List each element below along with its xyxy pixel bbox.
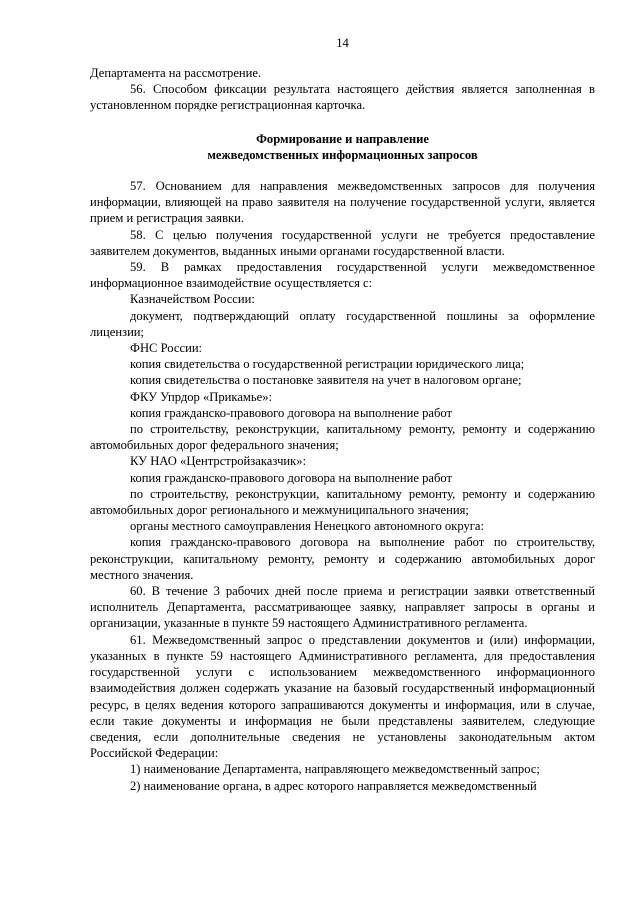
list-item: по строительству, реконструкции, капитальному ремонту, ремонту и содержанию автомобильных дорог федерального значения; (90, 422, 595, 453)
body-text (90, 178, 595, 794)
list-item: копия гражданско-правового договора на выполнение работ по строительству, реконструкции, капитальному ремонту, ремонту и содержанию автомобильных дорог местного значения. (90, 535, 595, 582)
document-page (90, 0, 595, 905)
paragraph-59: 59. В рамках предоставления государственной услуги межведомственное информационное взаимодействие осуществляется с: (90, 260, 595, 291)
continuation-line: Департамента на рассмотрение. (90, 66, 262, 80)
list-item: 2) наименование органа, в адрес которого направляется межведомственный (130, 778, 537, 793)
list-item: копия свидетельства о постановке заявителя на учет в налоговом органе; (130, 373, 522, 388)
list-item: КУ НАО «Центрстройзаказчик»: (130, 454, 307, 469)
paragraph-56: 56. Способом фиксации результата настоящего действия является заполненная в установленном порядке регистрационная карточка. (90, 82, 595, 113)
list-item: ФНС России: (130, 341, 203, 356)
paragraph-57: 57. Основанием для направления межведомственных запросов для получения информации, влияющей на право заявителя на получение государственной услуги, является прием и регистрация заявки. (90, 179, 595, 226)
list-item: 1) наименование Департамента, направляющего межведомственный запрос; (130, 762, 540, 777)
list-item: органы местного самоуправления Ненецкого автономного округа: (130, 519, 484, 534)
heading-line-2: межведомственных информационных запросов (207, 148, 478, 163)
list-item: копия гражданско-правового договора на выполнение работ (130, 470, 453, 485)
intro-block (90, 65, 595, 114)
list-item: копия свидетельства о государственной регистрации юридического лица; (130, 357, 525, 372)
list-item: ФКУ Упрдор «Прикамье»: (130, 389, 273, 404)
list-item: копия гражданско-правового договора на выполнение работ (130, 405, 453, 420)
list-item: Казначейством России: (130, 292, 255, 307)
paragraph-61: 61. Межведомственный запрос о представлении документов и (или) информации, указанных в пункте 59 настоящего Административного регламента, для предоставления государственной услуги с использованием межведомственного информационного взаимодействия должен содержать указание на базовый государственный информационный ресурс, в целях ведения которого запрашиваются документы и информация, или в случае, если такие документы и информация не были представлены заявителем, следующие сведения, если дополнительные сведения не установлены законодательным актом Российской Федерации: (90, 632, 595, 761)
list-item: документ, подтверждающий оплату государственной пошлины за оформление лицензии; (90, 308, 595, 339)
paragraph-60: 60. В течение 3 рабочих дней после приема и регистрации заявки ответственный исполнитель Департамента, рассматривающее заявку, направляет запросы в органы и организации, указанные в пункте 59 настоящего Административного регламента. (90, 584, 595, 631)
heading-line-1: Формирование и направление (256, 132, 429, 146)
list-item: по строительству, реконструкции, капитальному ремонту, ремонту и содержанию автомобильных дорог регионального и межмуниципального значения; (90, 486, 595, 518)
section-heading (90, 131, 595, 163)
paragraph-58: 58. С целью получения государственной услуги не требуется предоставление заявителем документов, выданных иными органами государственной власти. (90, 227, 595, 258)
page-number: 14 (336, 36, 349, 50)
